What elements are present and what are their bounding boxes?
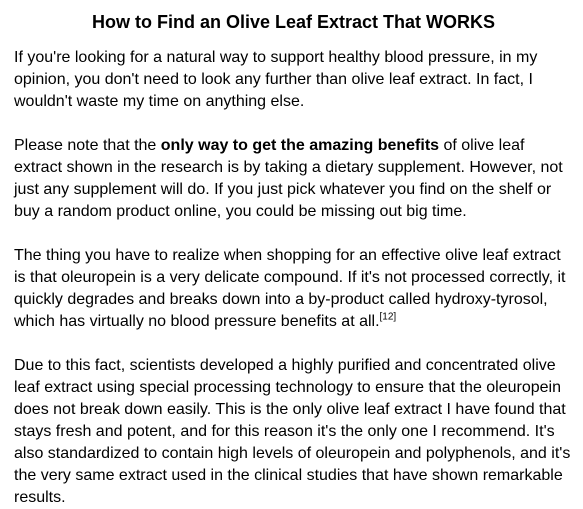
article-title: How to Find an Olive Leaf Extract That WORKS (91, 12, 496, 32)
paragraph-supplement-note (14, 135, 573, 223)
citation-reference: [12] (379, 311, 397, 323)
paragraph-oleuropein (14, 245, 573, 333)
paragraph-supplement-note-before: Please note that the (14, 137, 161, 154)
paragraph-supplement-note-after: of olive leaf extract shown in the research is by taking a dietary supplement. However, not just any supplement will do. If you just pick whatever you find on the shelf or buy a random product online, you could be missing out big time. (14, 137, 563, 220)
paragraph-recommendation (14, 355, 573, 509)
paragraph-intro (14, 47, 573, 113)
paragraph-oleuropein-text: The thing you have to realize when shopping for an effective olive leaf extract is that oleuropein is a very delicate compound. If it's not processed correctly, it quickly degrades and breaks down into a by-product called hydroxy-tyrosol, which has virtually no blood pressure benefits at all. (14, 247, 566, 330)
emphasis-benefits: only way to get the amazing benefits (160, 137, 440, 154)
paragraph-recommendation-text: Due to this fact, scientists developed a highly purified and concentrated olive leaf extract using special processing technology to ensure that the oleuropein does not break down easily. This is the only olive leaf extract I have found that stays fresh and potent, and for this reason it's the only one I recommend. It's also standardized to contain high levels of oleuropein and polyphenols, and it's the very same extract used in the clinical studies that have shown remarkable results. (14, 357, 571, 506)
paragraph-intro-text: If you're looking for a natural way to support healthy blood pressure, in my opinion, you don't need to look any further than olive leaf extract. In fact, I wouldn't waste my time on anything else. (14, 49, 538, 110)
